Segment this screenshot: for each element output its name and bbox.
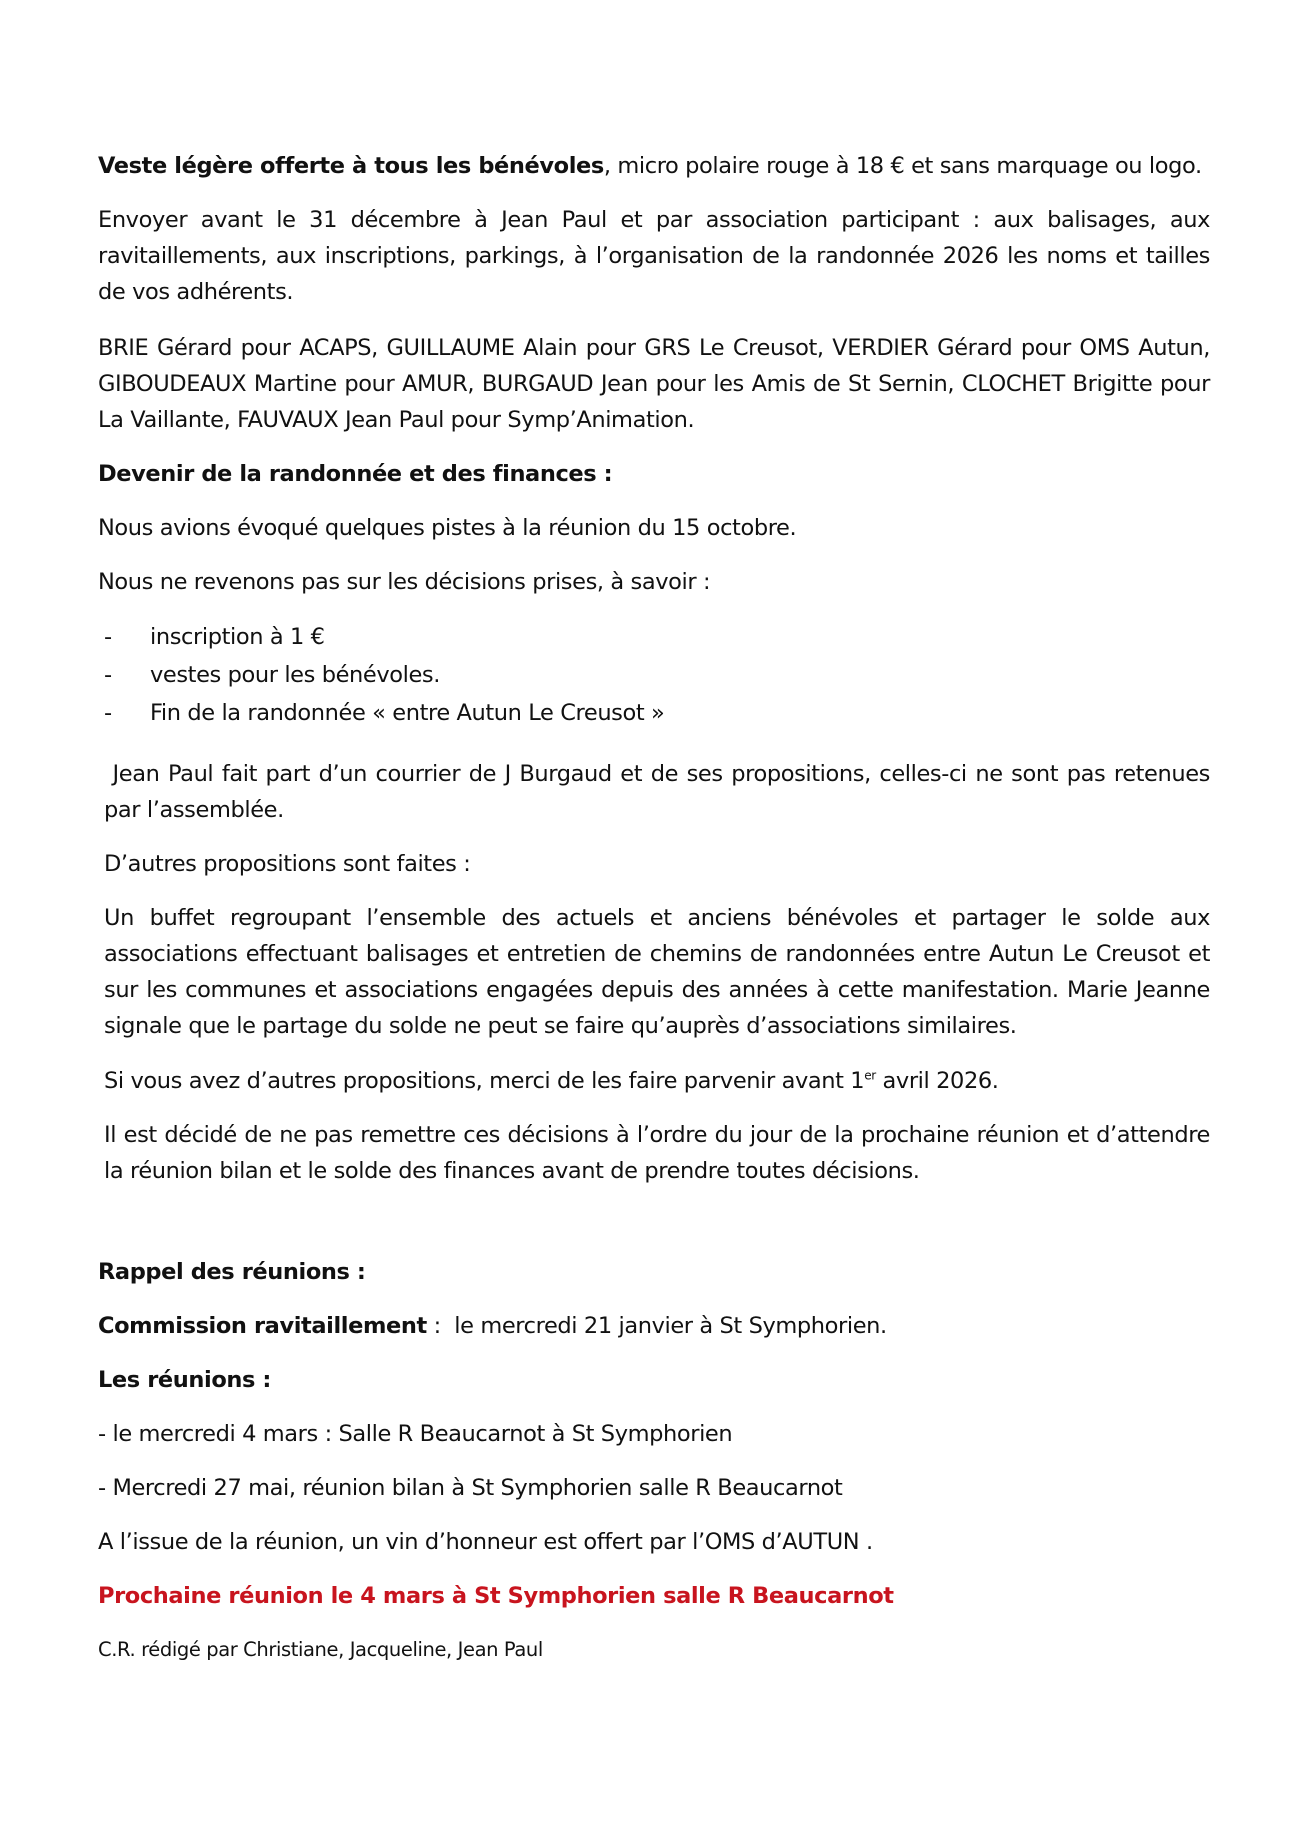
paragraph-send-names: Envoyer avant le 31 décembre à Jean Paul et par association participant : aux balisages, aux ravitaillements, aux inscriptions, parkings, à l’organisation de la randonnée 2026 les noms et tailles de vos adhérents. — [98, 207, 1210, 305]
list-item-text: inscription à 1 € — [150, 624, 325, 650]
paragraph-deadline — [104, 1063, 1216, 1099]
vests-text: , micro polaire rouge à 18 € et sans marquage ou logo. — [603, 153, 1202, 179]
paragraph-buffet: Un buffet regroupant l’ensemble des actuels et anciens bénévoles et partager le solde aux associations effectuant balisages et entretien de chemins de randonnées entre Autun Le Creusot et sur les communes et associations engagées depuis des années à cette manifestation. Marie Jeanne signale que le partage du solde ne peut se faire qu’auprès d’associations similaires. — [104, 905, 1210, 1039]
list-item-text: Fin de la randonnée « entre Autun Le Creusot » — [150, 700, 665, 726]
decisions-list — [98, 618, 1210, 732]
list-item — [98, 618, 1210, 656]
paragraph-vin-honneur: A l’issue de la réunion, un vin d’honneur est offert par l’OMS d’AUTUN . — [98, 1529, 873, 1555]
list-item — [98, 656, 1210, 694]
list-item-text: vestes pour les bénévoles. — [150, 662, 440, 688]
list-item — [98, 694, 1210, 732]
paragraph-commission — [98, 1308, 1210, 1344]
next-meeting-notice: Prochaine réunion le 4 mars à St Symphorien salle R Beaucarnot — [98, 1583, 894, 1609]
deadline-text: Si vous avez d’autres propositions, merci de les faire parvenir avant 1 — [104, 1068, 865, 1094]
paragraph-burgaud-letter: Jean Paul fait part d’un courrier de J Burgaud et de ses propositions, celles-ci ne sont pas retenues par l’assemblée. — [104, 761, 1217, 823]
list-dash: - — [104, 700, 112, 726]
paragraph-contacts: BRIE Gérard pour ACAPS, GUILLAUME Alain pour GRS Le Creusot, VERDIER Gérard pour OMS Autun, GIBOUDEAUX Martine pour AMUR, BURGAUD Jean pour les Amis de St Sernin, CLOCHET Brigitte pour La Vaillante, FAUVAUX Jean Paul pour Symp’Animation. — [98, 335, 1210, 433]
commission-text: : le mercredi 21 janvier à St Symphorien. — [426, 1313, 887, 1339]
commission-label: Commission ravitaillement — [98, 1313, 427, 1339]
meeting-item: - le mercredi 4 mars : Salle R Beaucarnot à St Symphorien — [98, 1421, 733, 1447]
paragraph-other-proposals: D’autres propositions sont faites : — [104, 851, 471, 877]
meeting-item: - Mercredi 27 mai, réunion bilan à St Symphorien salle R Beaucarnot — [98, 1475, 843, 1501]
paragraph-decisions-intro: Nous ne revenons pas sur les décisions prises, à savoir : — [98, 569, 711, 595]
vests-bold-text: Veste légère offerte à tous les bénévoles — [98, 153, 604, 179]
paragraph-vests — [98, 148, 1210, 184]
deadline-date: avril 2026. — [875, 1068, 999, 1094]
deadline-sup: er — [864, 1068, 876, 1083]
heading-rappel: Rappel des réunions : — [98, 1259, 366, 1285]
list-dash: - — [104, 624, 112, 650]
signature: C.R. rédigé par Christiane, Jacqueline, Jean Paul — [98, 1638, 543, 1661]
heading-reunions: Les réunions : — [98, 1367, 272, 1393]
heading-finances: Devenir de la randonnée et des finances : — [98, 461, 613, 487]
paragraph-decision-postponed: Il est décidé de ne pas remettre ces décisions à l’ordre du jour de la prochaine réunion et d’attendre la réunion bilan et le solde des finances avant de prendre toutes décisions. — [104, 1122, 1210, 1184]
list-dash: - — [104, 662, 112, 688]
paragraph-october-meeting: Nous avions évoqué quelques pistes à la réunion du 15 octobre. — [98, 515, 797, 541]
